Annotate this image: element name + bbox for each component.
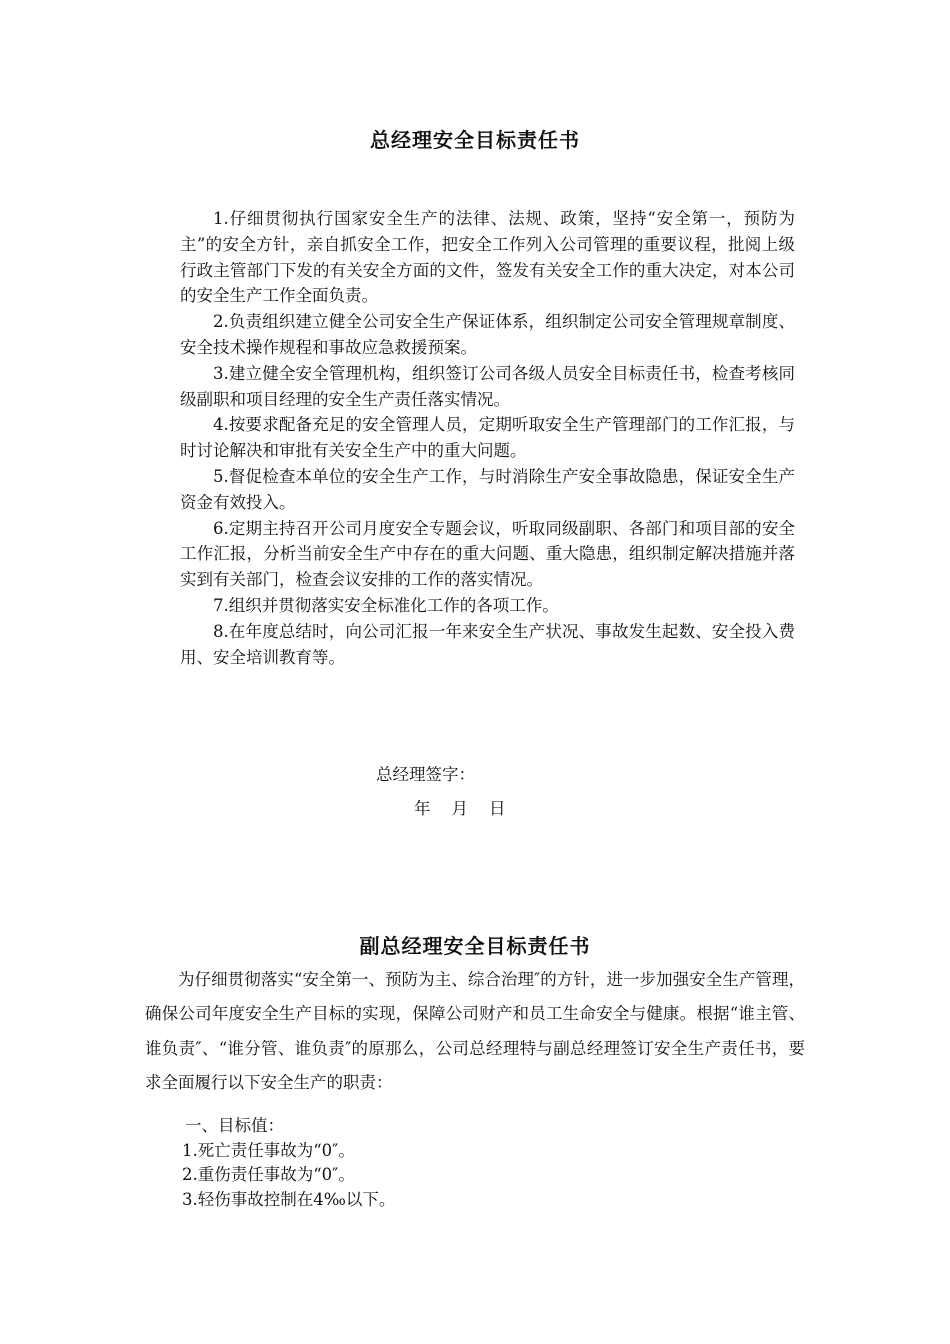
list-item: 6.定期主持召开公司月度安全专题会议，听取同级副职、各部门和项目部的安全工作汇报，分析当前安全生产中存在的重大问题、重大隐患，组织制定解决措施并落实到有关部门，检查会议安排的工作的落实情况。 [180,518,795,590]
list-item: 3.建立健全安全管理机构，组织签订公司各级人员安全目标责任书，检查考核同级副职和项目经理的安全生产责任落实情况。 [180,363,795,409]
date-line: 年 月 日 [414,799,506,818]
list-item: 2.负责组织建立健全公司安全生产保证体系，组织制定公司安全管理规章制度、安全技术操作规程和事故应急救援预案。 [180,312,795,357]
target-item: 3.轻伤事故控制在4‰以下。 [182,1189,396,1209]
document-title: 总经理安全目标责任书 [370,128,580,152]
list-item: 5.督促检查本单位的安全生产工作，与时消除生产安全事故隐患，保证安全生产资金有效投入。 [180,466,795,512]
intro-paragraph-block [145,963,805,1101]
target-item: 2.重伤责任事故为“0″。 [182,1165,355,1185]
list-item: 8.在年度总结时，向公司汇报一年来安全生产状况、事故发生起数、安全投入费用、安全培训教育等。 [180,621,795,667]
section-heading: 一、目标值： [185,1116,284,1135]
target-item: 1.死亡责任事故为“0″。 [182,1140,355,1160]
intro-paragraph: 为仔细贯彻落实“安全第一、预防为主、综合治理″的方针，进一步加强安全生产管理，确保公司年度安全生产目标的实现，保障公司财产和员工生命安全与健康。根据“谁主管、谁负责″、“谁分管、谁负责″的原那么，公司总经理特与副总经理签订安全生产责任书，要求全面履行以下安全生产的职责： [145,970,805,1093]
list-item: 7.组织并贯彻落实安全标准化工作的各项工作。 [213,595,559,615]
signature-label: 总经理签字： [376,765,475,784]
list-item: 4.按要求配备充足的安全管理人员，定期听取安全生产管理部门的工作汇报，与时讨论解决和审批有关安全生产中的重大问题。 [180,415,795,461]
responsibility-list [180,206,795,670]
document-title-2: 副总经理安全目标责任书 [359,934,591,958]
list-item: 1.仔细贯彻执行国家安全生产的法律、法规、政策，坚持“安全第一，预防为主”的安全方针，亲自抓安全工作，把安全工作列入公司管理的重要议程，批阅上级行政主管部门下发的有关安全方面的文件，签发有关安全工作的重大决定，对本公司的安全生产工作全面负责。 [180,209,795,306]
target-list [182,1114,395,1212]
